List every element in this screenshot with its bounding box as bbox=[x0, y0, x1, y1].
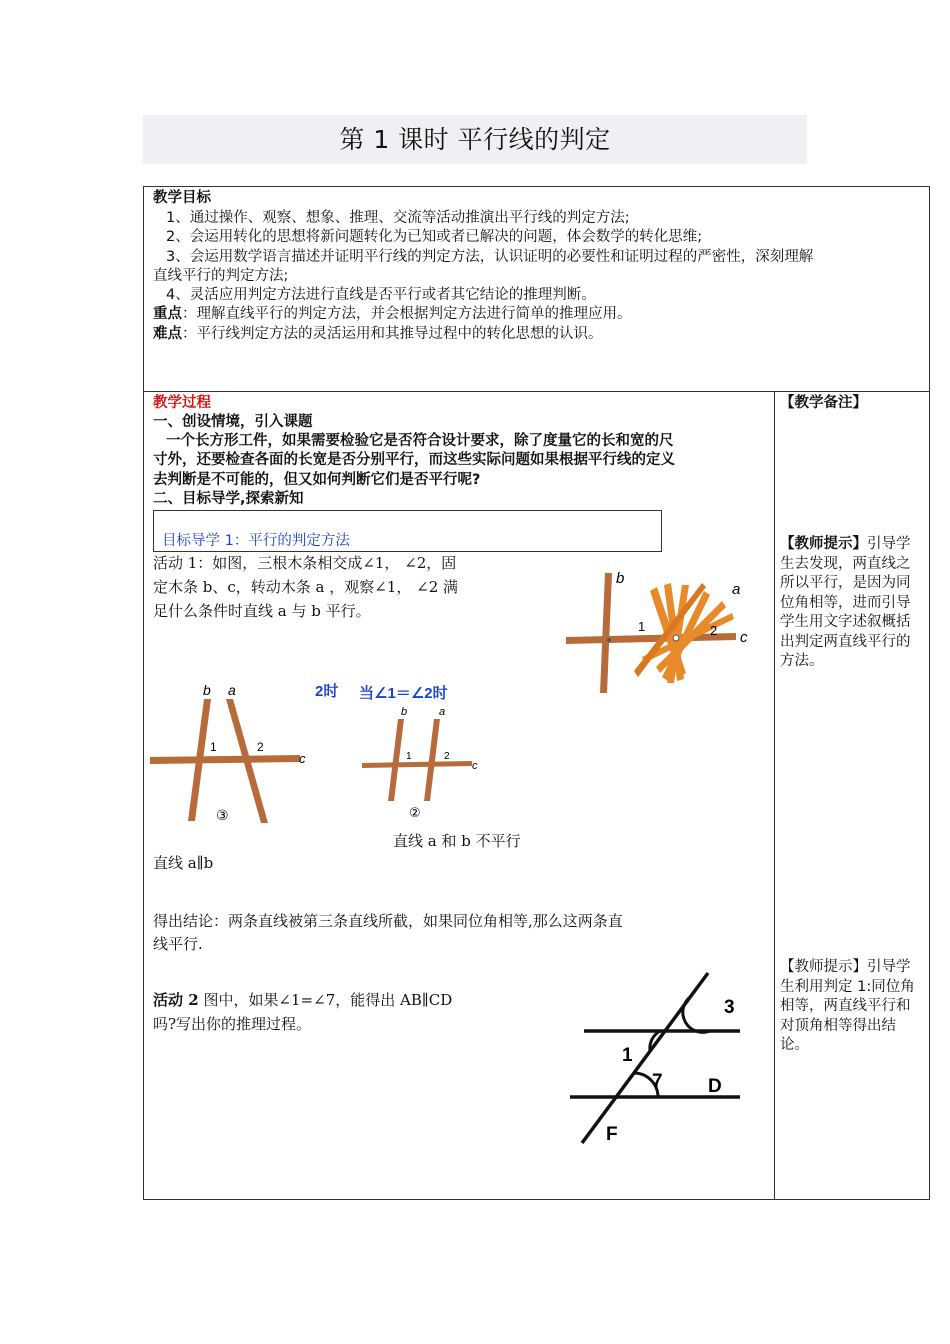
goal-text: 目标导学 1：平行的判定方法 bbox=[162, 533, 350, 549]
key-label: 重点 bbox=[153, 306, 182, 322]
teacher-hint-1 bbox=[780, 535, 922, 672]
activity-1-line-2: 定木条 b、c，转动木条 a ，观察∠1， ∠2 满 bbox=[153, 578, 459, 596]
transversal-figure bbox=[564, 969, 749, 1149]
objective-4: 4、灵活应用判定方法进行直线是否平行或者其它结论的推理判断。 bbox=[166, 287, 596, 303]
right-angle-2: 2 bbox=[444, 751, 450, 762]
right-angle-1: 1 bbox=[406, 751, 412, 762]
right-label-a: a bbox=[439, 706, 446, 718]
objectives-heading: 教学目标 bbox=[153, 190, 211, 206]
angle-1-label: 1 bbox=[638, 619, 646, 634]
stick-b bbox=[600, 573, 612, 693]
label-7: 7 bbox=[652, 1071, 663, 1092]
objective-3b: 直线平行的判定方法; bbox=[153, 268, 289, 284]
diff-text: ：平行线判定方法的灵活运用和其推导过程中的转化思想的认识。 bbox=[182, 326, 603, 342]
label-3: 3 bbox=[724, 997, 735, 1018]
right-circle-number: ② bbox=[409, 805, 421, 820]
left-label-a: a bbox=[228, 682, 236, 698]
diff-label: 难点 bbox=[153, 326, 182, 342]
conclusion-line-2: 线平行. bbox=[153, 935, 203, 953]
lesson-table bbox=[143, 186, 930, 1200]
right-label-c: c bbox=[472, 760, 478, 772]
activity-2-text: 图中，如果∠1=∠7，能得出 AB∥CD bbox=[198, 991, 453, 1009]
activity-2-label: 活动 2 bbox=[153, 991, 199, 1009]
label-F: F bbox=[606, 1124, 618, 1145]
key-point bbox=[153, 305, 632, 325]
label-1: 1 bbox=[622, 1045, 633, 1066]
teacher-hint-2: 【教师提示】引导学生利用判定 1:同位角相等，两直线平行和对顶角相等得出结论。 bbox=[780, 959, 915, 1053]
left-label-b: b bbox=[203, 682, 211, 698]
activity-1-line-1: 活动 1：如图，三根木条相交成∠1， ∠2，固 bbox=[153, 554, 457, 572]
notes-heading: 【教学备注】 bbox=[780, 395, 867, 411]
activity-2-line-1 bbox=[153, 989, 452, 1012]
stick-a-fan bbox=[634, 583, 734, 683]
not-parallel-text: 直线 a 和 b 不平行 bbox=[393, 832, 521, 850]
intro-line-3: 去判断是不可能的，但又如何判断它们是否平行呢? bbox=[153, 472, 481, 488]
process-heading: 教学过程 bbox=[153, 395, 211, 411]
right-label-b: b bbox=[401, 706, 408, 718]
activity-2-line-2: 吗?写出你的推理过程。 bbox=[153, 1015, 312, 1033]
pivot-point bbox=[673, 635, 679, 641]
page-title: 第 1 课时 平行线的判定 bbox=[339, 125, 611, 154]
label-b: b bbox=[616, 570, 625, 587]
left-figure bbox=[150, 682, 306, 823]
objectives-cell bbox=[144, 187, 929, 392]
left-angle-1: 1 bbox=[210, 740, 217, 754]
rotating-sticks-figure bbox=[564, 561, 764, 701]
left-circle-number: ③ bbox=[216, 807, 229, 823]
objective-2: 2、会运用转化的思想将新问题转化为已知或者已解决的问题，体会数学的转化思维; bbox=[166, 229, 703, 245]
objective-1: 1、通过操作、观察、想象、推理、交流等活动推演出平行线的判定方法; bbox=[166, 210, 630, 226]
section-2-heading: 二、目标导学,探索新知 bbox=[153, 491, 304, 507]
label-D: D bbox=[708, 1076, 722, 1097]
intro-line-1: 一个长方形工件，如果需要检验它是否符合设计要求，除了度量它的长和宽的尺 bbox=[166, 433, 674, 449]
parallel-text: 直线 a∥b bbox=[153, 854, 214, 872]
column-divider bbox=[774, 392, 775, 1199]
comparison-figure bbox=[144, 679, 504, 829]
key-text: ：理解直线平行的判定方法，并会根据判定方法进行简单的推理应用。 bbox=[182, 306, 632, 322]
left-label-c: c bbox=[299, 751, 306, 766]
fixed-point bbox=[607, 638, 611, 642]
objective-3a: 3、会运用数学语言描述并证明平行线的判定方法，认识证明的必要性和证明过程的严密性，深刻理解 bbox=[166, 249, 814, 265]
activity-1-line-3: 足什么条件时直线 a 与 b 平行。 bbox=[153, 602, 371, 620]
difficulty bbox=[153, 325, 603, 345]
section-1-heading: 一、创设情境，引入课题 bbox=[153, 414, 313, 430]
caption-left: 2时 bbox=[315, 683, 339, 700]
angle-2-label: 2 bbox=[710, 623, 718, 638]
angle-3-arc bbox=[683, 997, 710, 1032]
right-figure bbox=[362, 706, 478, 820]
label-a: a bbox=[732, 581, 741, 598]
caption-right: 当∠1＝∠2时 bbox=[359, 685, 448, 702]
left-angle-2: 2 bbox=[257, 740, 264, 754]
teacher-hint-1-body: 引导学生去发现，两直线之所以平行，是因为同位角相等，进而引导学生用文字述叙概括出判定两直线平行的方法。 bbox=[780, 536, 911, 669]
conclusion-line-1: 得出结论：两条直线被第三条直线所截，如果同位角相等,那么这两条直 bbox=[153, 912, 623, 930]
title-bar bbox=[143, 115, 807, 164]
intro-line-2: 寸外，还要检查各面的长宽是否分别平行，而这些实际问题如果根据平行线的定义 bbox=[153, 452, 675, 468]
label-c: c bbox=[740, 629, 748, 646]
teacher-hint-1-label: 【教师提示】 bbox=[780, 536, 867, 552]
